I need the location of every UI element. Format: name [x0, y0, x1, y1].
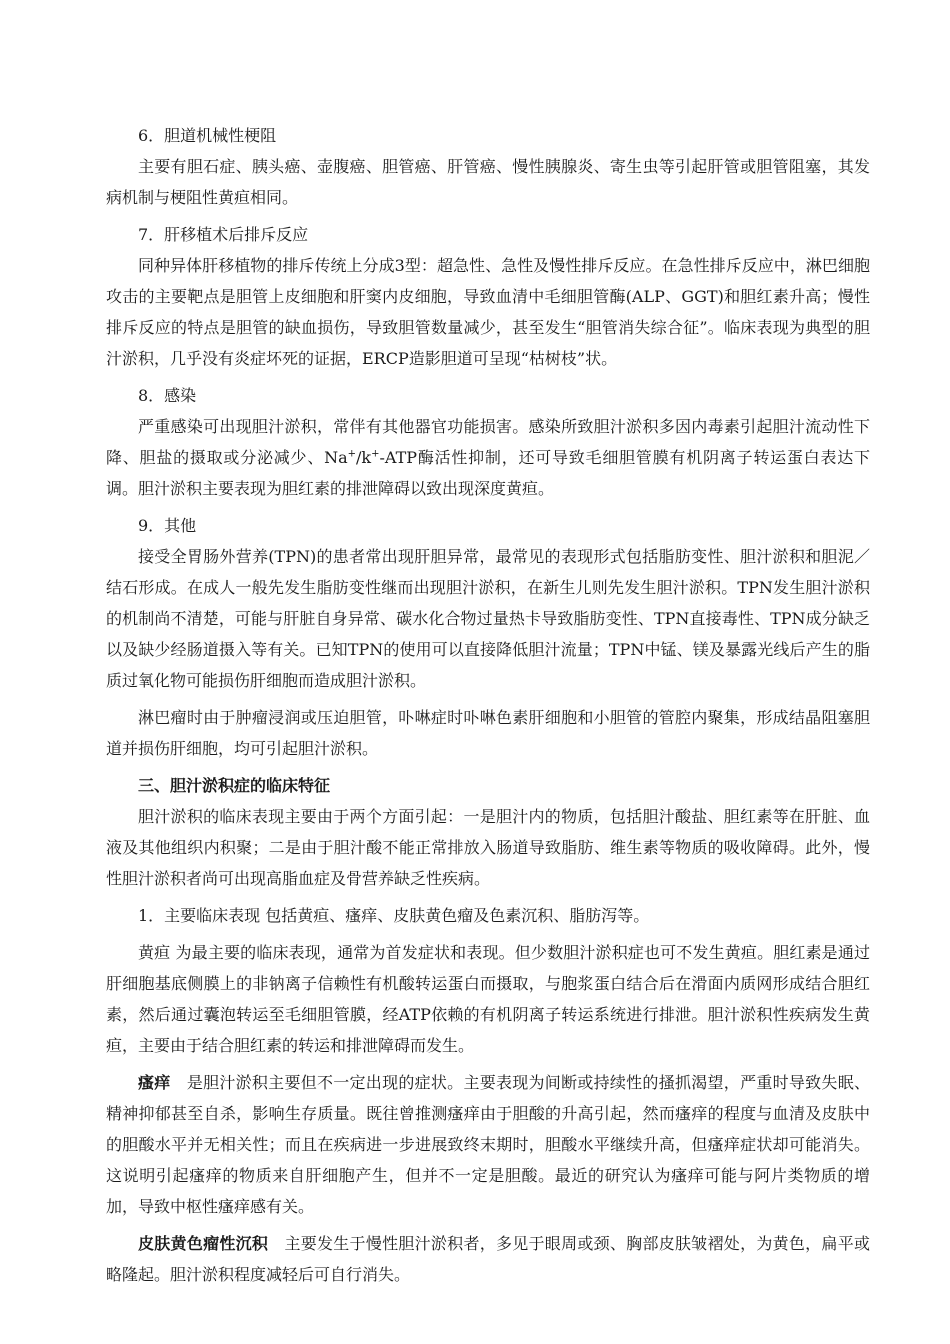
infection-text-part1: 严重感染可出现胆汁淤积，常伴有其他器官功能损害。感染所致胆汁淤积多因内毒素引起胆汁流动性下降、胆盐的摄取或分泌减少、Na [106, 417, 870, 467]
heading-main-manifestations: 1．主要临床表现 包括黄疸、瘙痒、皮肤黄色瘤及色素沉积、脂肪泻等。 [138, 906, 650, 925]
paragraph-pruritus [106, 1067, 870, 1222]
pruritus-text: 是胆汁淤积主要但不一定出现的症状。主要表现为间断或持续性的搔抓渴望，严重时导致失眠、精神抑郁甚至自杀，影响生存质量。既往曾推测瘙痒由于胆酸的升高引起，然而瘙痒的程度与血清及皮肤中的胆酸水平并无相关性；而且在疾病进一步进展致终末期时，胆酸水平继续升高，但瘙痒症状却可能消失。这说明引起瘙痒的物质来自肝细胞产生，但并不一定是胆酸。最近的研究认为瘙痒可能与阿片类物质的增加，导致中枢性瘙痒感有关。 [106, 1073, 870, 1216]
document-page [106, 120, 870, 1290]
paragraph-clinical-intro: 胆汁淤积的临床表现主要由于两个方面引起：一是胆汁内的物质，包括胆汁酸盐、胆红素等在肝脏、血液及其他组织内积聚；二是由于胆汁酸不能正常排放入肠道导致脂肪、维生素等物质的吸收障碍。此外，慢性胆汁淤积者尚可出现高脂血症及骨营养缺乏性疾病。 [106, 807, 870, 888]
xanthoma-text: 主要发生于慢性胆汁淤积者，多见于眼周或颈、胸部皮肤皱褶处，为黄色，扁平或略隆起。胆汁淤积程度减轻后可自行消失。 [106, 1234, 870, 1284]
paragraph-biliary-obstruction: 主要有胆石症、胰头癌、壶腹癌、胆管癌、肝管癌、慢性胰腺炎、寄生虫等引起肝管或胆管阻塞，其发病机制与梗阻性黄疸相同。 [106, 157, 870, 207]
superscript-plus-1: + [347, 448, 357, 460]
section-heading-clinical-features: 三、胆汁淤积症的临床特征 [138, 776, 331, 795]
heading-biliary-obstruction: 6．胆道机械性梗阻 [138, 126, 277, 145]
paragraph-lymphoma: 淋巴瘤时由于肿瘤浸润或压迫胆管，卟啉症时卟啉色素肝细胞和小胆管的管腔内聚集，形成结晶阻塞胆道并损伤肝细胞，均可引起胆汁淤积。 [106, 708, 870, 758]
superscript-plus-2: + [371, 448, 380, 460]
term-pruritus: 瘙痒 [138, 1073, 171, 1092]
infection-text-part3: -ATP酶活性抑制，还可导致毛细胆管膜有机阴离子转运蛋白表达下调。胆汁淤积主要表现为胆红素的排泄障碍以致出现深度黄疸。 [106, 448, 870, 498]
heading-other: 9．其他 [138, 516, 197, 535]
term-xanthoma: 皮肤黄色瘤性沉积 [138, 1234, 269, 1253]
paragraph-infection [106, 411, 870, 504]
paragraph-transplant-rejection: 同种异体肝移植物的排斥传统上分成3型：超急性、急性及慢性排斥反应。在急性排斥反应中，淋巴细胞攻击的主要靶点是胆管上皮细胞和肝窦内皮细胞，导致血清中毛细胆管酶(ALP、GGT)和胆红素升高；慢性排斥反应的特点是胆管的缺血损伤，导致胆管数量减少，甚至发生“胆管消失综合征”。临床表现为典型的胆汁淤积，几乎没有炎症坏死的证据，ERCP造影胆道可呈现“枯树枝”状。 [106, 256, 870, 368]
paragraph-jaundice: 黄疸 为最主要的临床表现，通常为首发症状和表现。但少数胆汁淤积症也可不发生黄疸。胆红素是通过肝细胞基底侧膜上的非钠离子信赖性有机酸转运蛋白而摄取，与胞浆蛋白结合后在滑面内质网形成结合胆红素，然后通过囊泡转运至毛细胆管膜，经ATP依赖的有机阴离子转运系统进行排泄。胆汁淤积性疾病发生黄疸，主要由于结合胆红素的转运和排泄障碍而发生。 [106, 943, 870, 1055]
paragraph-xanthoma [106, 1228, 870, 1290]
heading-transplant-rejection: 7．肝移植术后排斥反应 [138, 225, 309, 244]
infection-text-part2: /k [356, 448, 372, 467]
heading-infection: 8．感染 [138, 386, 197, 405]
paragraph-tpn: 接受全胃肠外营养(TPN)的患者常出现肝胆异常，最常见的表现形式包括脂肪变性、胆汁淤积和胆泥／结石形成。在成人一般先发生脂肪变性继而出现胆汁淤积，在新生儿则先发生胆汁淤积。TPN发生胆汁淤积的机制尚不清楚，可能与肝脏自身异常、碳水化合物过量热卡导致脂肪变性、TPN直接毒性、TPN成分缺乏以及缺少经肠道摄入等有关。已知TPN的使用可以直接降低胆汁流量；TPN中锰、镁及暴露光线后产生的脂质过氧化物可能损伤肝细胞而造成胆汁淤积。 [106, 547, 870, 690]
